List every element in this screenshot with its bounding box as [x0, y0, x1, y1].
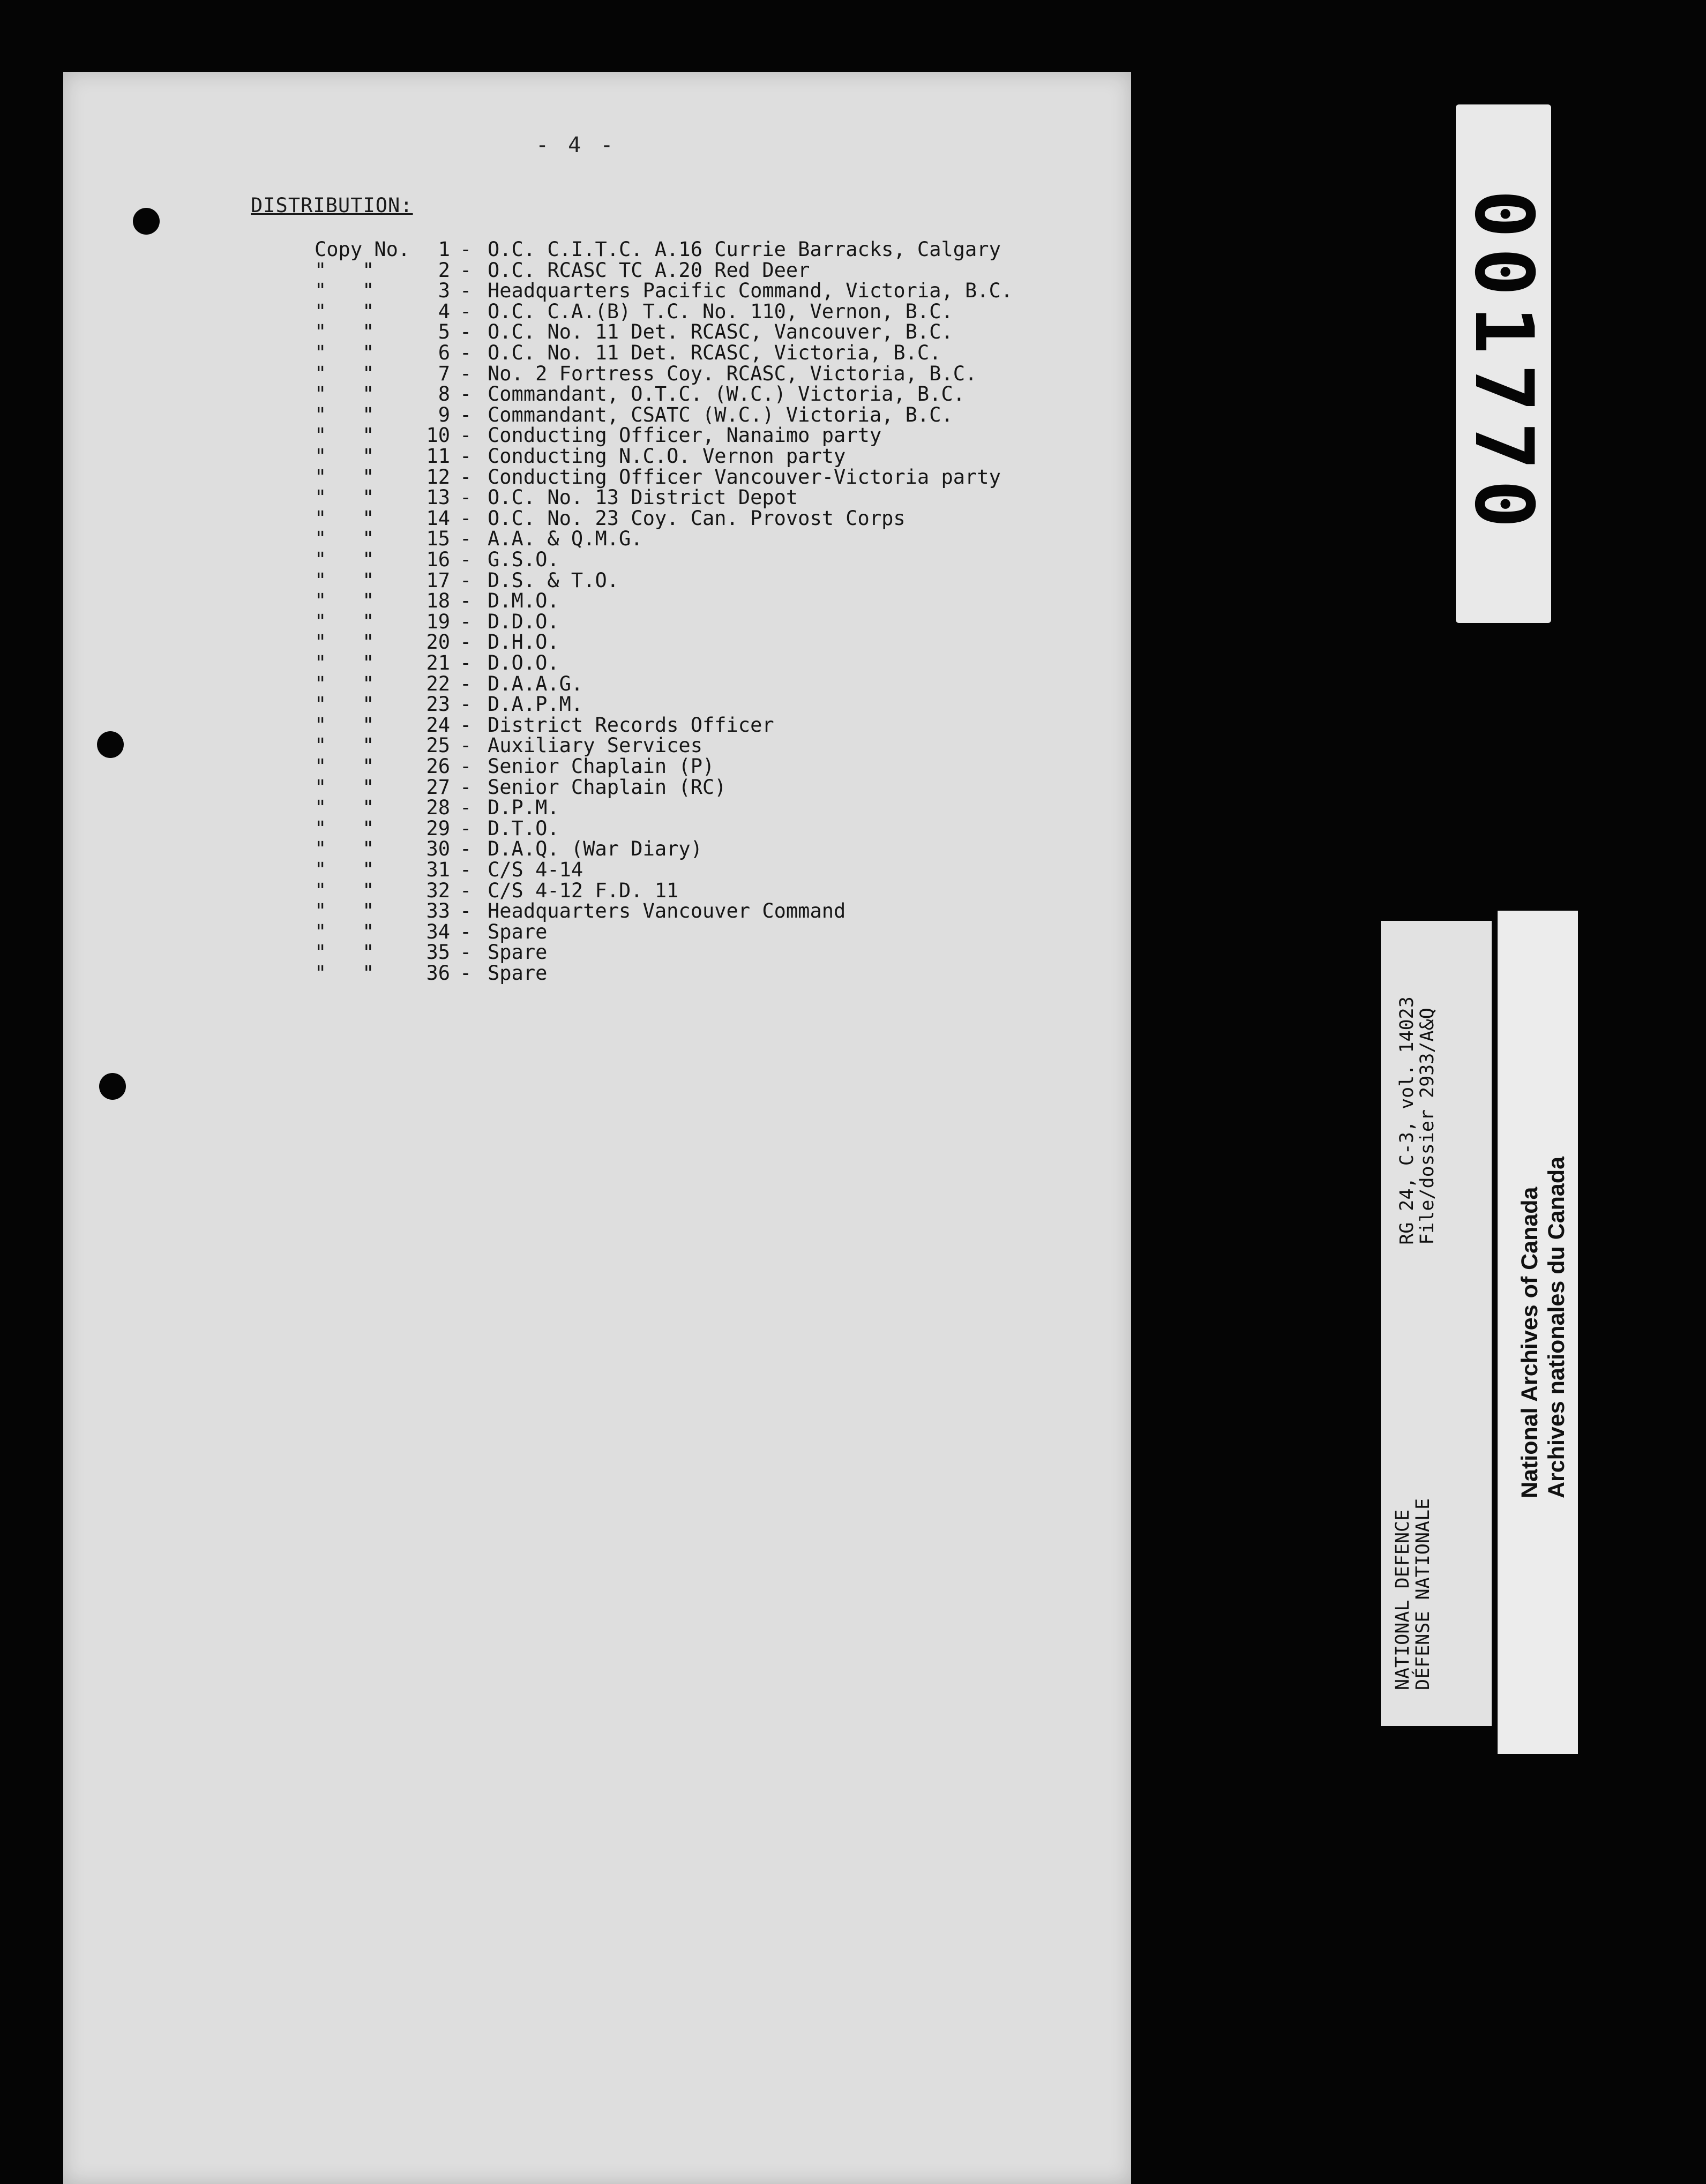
reference-department: [1393, 1498, 1433, 1690]
recipient: D.A.Q. (War Diary): [488, 837, 702, 861]
recipient: Conducting N.C.O. Vernon party: [488, 445, 846, 468]
recipient: D.H.O.: [488, 631, 559, 654]
recipient: Auxiliary Services: [488, 734, 702, 757]
copy-number: 26: [426, 755, 450, 778]
recipient: O.C. C.A.(B) T.C. No. 110, Vernon, B.C.: [488, 299, 953, 323]
copy-number: 13: [426, 486, 450, 509]
dash: -: [460, 341, 472, 364]
ditto-mark: " ": [315, 258, 375, 282]
recipient: D.A.P.M.: [488, 693, 583, 716]
ditto-mark: " ": [315, 962, 375, 985]
dash: -: [460, 258, 472, 282]
page-number: - 4 -: [536, 133, 617, 157]
recipient: G.S.O.: [488, 548, 559, 571]
dash: -: [460, 445, 472, 468]
ditto-mark: " ": [315, 837, 375, 861]
dash: -: [460, 548, 472, 571]
copy-number: 32: [426, 879, 450, 902]
ditto-mark: " ": [315, 941, 375, 964]
copy-number: 15: [426, 527, 450, 551]
dash: -: [460, 568, 472, 592]
dash: -: [460, 610, 472, 633]
recipient: Commandant, O.T.C. (W.C.) Victoria, B.C.: [488, 382, 966, 406]
dash: -: [460, 816, 472, 840]
copy-number: 10: [426, 424, 450, 447]
recipient: O.C. C.I.T.C. A.16 Currie Barracks, Calgary: [488, 238, 1001, 261]
copy-number: 16: [426, 548, 450, 571]
dash: -: [460, 796, 472, 820]
recipient: District Records Officer: [488, 713, 774, 737]
copy-number: 20: [426, 631, 450, 654]
recipient: D.O.O.: [488, 651, 559, 674]
dash: -: [460, 506, 472, 530]
ditto-mark: " ": [315, 631, 375, 654]
copy-number: 14: [426, 506, 450, 530]
dash: -: [460, 962, 472, 985]
ditto-mark: " ": [315, 445, 375, 468]
dash: -: [460, 734, 472, 757]
punch-hole: [99, 1073, 126, 1100]
archives-name: [1516, 1157, 1570, 1498]
copy-number: 28: [426, 796, 450, 820]
copy-number: 36: [426, 962, 450, 985]
recipient: Commandant, CSATC (W.C.) Victoria, B.C.: [488, 403, 953, 426]
dash: -: [460, 693, 472, 716]
copy-number: 25: [426, 734, 450, 757]
copy-number: 1: [438, 238, 450, 261]
recipient: Conducting Officer Vancouver-Victoria party: [488, 465, 1001, 489]
ditto-mark: " ": [315, 362, 375, 385]
dash: -: [460, 941, 472, 964]
ditto-mark: " ": [315, 486, 375, 509]
recipient: D.M.O.: [488, 589, 559, 613]
dash: -: [460, 424, 472, 447]
punch-hole: [97, 731, 124, 758]
dash: -: [460, 382, 472, 406]
copy-number: 4: [438, 299, 450, 323]
copy-number: 2: [438, 258, 450, 282]
dash: -: [460, 320, 472, 344]
dash: -: [460, 486, 472, 509]
ditto-mark: " ": [315, 506, 375, 530]
dash: -: [460, 672, 472, 695]
recipient: Spare: [488, 962, 548, 985]
recipient: C/S 4-14: [488, 858, 583, 881]
reference-line-4: DÉFENSE NATIONALE: [1412, 1498, 1434, 1691]
archives-line-1: National Archives of Canada: [1517, 1187, 1543, 1499]
copy-number: 11: [426, 445, 450, 468]
copy-number: 6: [438, 341, 450, 364]
copy-number: 8: [438, 382, 450, 406]
dash: -: [460, 755, 472, 778]
ditto-mark: " ": [315, 920, 375, 943]
recipient: D.P.M.: [488, 796, 559, 820]
ditto-mark: " ": [315, 796, 375, 820]
dash: -: [460, 238, 472, 261]
copy-number: 21: [426, 651, 450, 674]
distribution-heading: DISTRIBUTION:: [251, 194, 413, 217]
recipient: D.T.O.: [488, 816, 559, 840]
ditto-mark: " ": [315, 899, 375, 923]
ditto-mark: " ": [315, 568, 375, 592]
recipient: Spare: [488, 920, 548, 943]
dash: -: [460, 775, 472, 799]
copy-number: 29: [426, 816, 450, 840]
ditto-mark: " ": [315, 775, 375, 799]
dash: -: [460, 527, 472, 551]
dash: -: [460, 589, 472, 613]
ditto-mark: " ": [315, 465, 375, 489]
copy-number: 34: [426, 920, 450, 943]
ditto-mark: " ": [315, 527, 375, 551]
recipient: D.A.A.G.: [488, 672, 583, 695]
ditto-mark: " ": [315, 382, 375, 406]
ditto-mark: " ": [315, 610, 375, 633]
reference-volume: [1397, 996, 1438, 1245]
recipient: No. 2 Fortress Coy. RCASC, Victoria, B.C.: [488, 362, 977, 385]
dash: -: [460, 858, 472, 881]
copy-number: 33: [426, 899, 450, 923]
recipient: Senior Chaplain (RC): [488, 775, 727, 799]
copy-number: 12: [426, 465, 450, 489]
recipient: Spare: [488, 941, 548, 964]
dash: -: [460, 713, 472, 737]
ditto-mark: " ": [315, 693, 375, 716]
recipient: O.C. No. 11 Det. RCASC, Vancouver, B.C.: [488, 320, 953, 344]
ditto-mark: " ": [315, 548, 375, 571]
copy-number: 18: [426, 589, 450, 613]
dash: -: [460, 837, 472, 861]
recipient: O.C. No. 13 District Depot: [488, 486, 798, 509]
recipient: A.A. & Q.M.G.: [488, 527, 643, 551]
dash: -: [460, 465, 472, 489]
dash: -: [460, 631, 472, 654]
copy-number: 30: [426, 837, 450, 861]
recipient: Headquarters Vancouver Command: [488, 899, 846, 923]
copy-number: 24: [426, 713, 450, 737]
copy-number: 23: [426, 693, 450, 716]
recipient: D.D.O.: [488, 610, 559, 633]
ditto-mark: " ": [315, 858, 375, 881]
copy-number: 22: [426, 672, 450, 695]
ditto-mark: " ": [315, 279, 375, 303]
ditto-mark: " ": [315, 651, 375, 674]
reference-line-1: RG 24, C-3, vol. 14023: [1396, 996, 1418, 1245]
recipient: C/S 4-12 F.D. 11: [488, 879, 679, 902]
dash: -: [460, 403, 472, 426]
dash: -: [460, 879, 472, 902]
ditto-mark: " ": [315, 816, 375, 840]
recipient: D.S. & T.O.: [488, 568, 619, 592]
dash: -: [460, 299, 472, 323]
copy-number: 7: [438, 362, 450, 385]
microfilm-frame-number: 001770: [1457, 190, 1550, 538]
ditto-mark: " ": [315, 589, 375, 613]
recipient: O.C. No. 23 Coy. Can. Provost Corps: [488, 506, 906, 530]
ditto-mark: " ": [315, 341, 375, 364]
ditto-mark: " ": [315, 299, 375, 323]
copy-number: 19: [426, 610, 450, 633]
ditto-mark: " ": [315, 734, 375, 757]
reference-line-3: NATIONAL DEFENCE: [1392, 1509, 1413, 1691]
copy-number: 17: [426, 568, 450, 592]
ditto-mark: " ": [315, 755, 375, 778]
archives-line-2: Archives nationales du Canada: [1544, 1156, 1569, 1499]
ditto-mark: " ": [315, 403, 375, 426]
recipient: Conducting Officer, Nanaimo party: [488, 424, 882, 447]
dash: -: [460, 362, 472, 385]
ditto-mark: " ": [315, 320, 375, 344]
recipient: O.C. No. 11 Det. RCASC, Victoria, B.C.: [488, 341, 941, 364]
punch-hole: [133, 208, 160, 235]
dash: -: [460, 920, 472, 943]
reference-line-2: File/dossier 2933/A&Q: [1417, 1008, 1438, 1245]
dash: -: [460, 651, 472, 674]
copy-number: 35: [426, 941, 450, 964]
copy-number: 27: [426, 775, 450, 799]
recipient: O.C. RCASC TC A.20 Red Deer: [488, 258, 810, 282]
ditto-mark: " ": [315, 424, 375, 447]
copy-number: 9: [438, 403, 450, 426]
dash: -: [460, 899, 472, 923]
recipient: Headquarters Pacific Command, Victoria, B.C.: [488, 279, 1013, 303]
copy-number: 31: [426, 858, 450, 881]
ditto-mark: " ": [315, 713, 375, 737]
recipient: Senior Chaplain (P): [488, 755, 715, 778]
copy-number: 3: [438, 279, 450, 303]
dash: -: [460, 279, 472, 303]
copy-label: Copy No.: [315, 238, 410, 261]
copy-number: 5: [438, 320, 450, 344]
ditto-mark: " ": [315, 879, 375, 902]
ditto-mark: " ": [315, 672, 375, 695]
